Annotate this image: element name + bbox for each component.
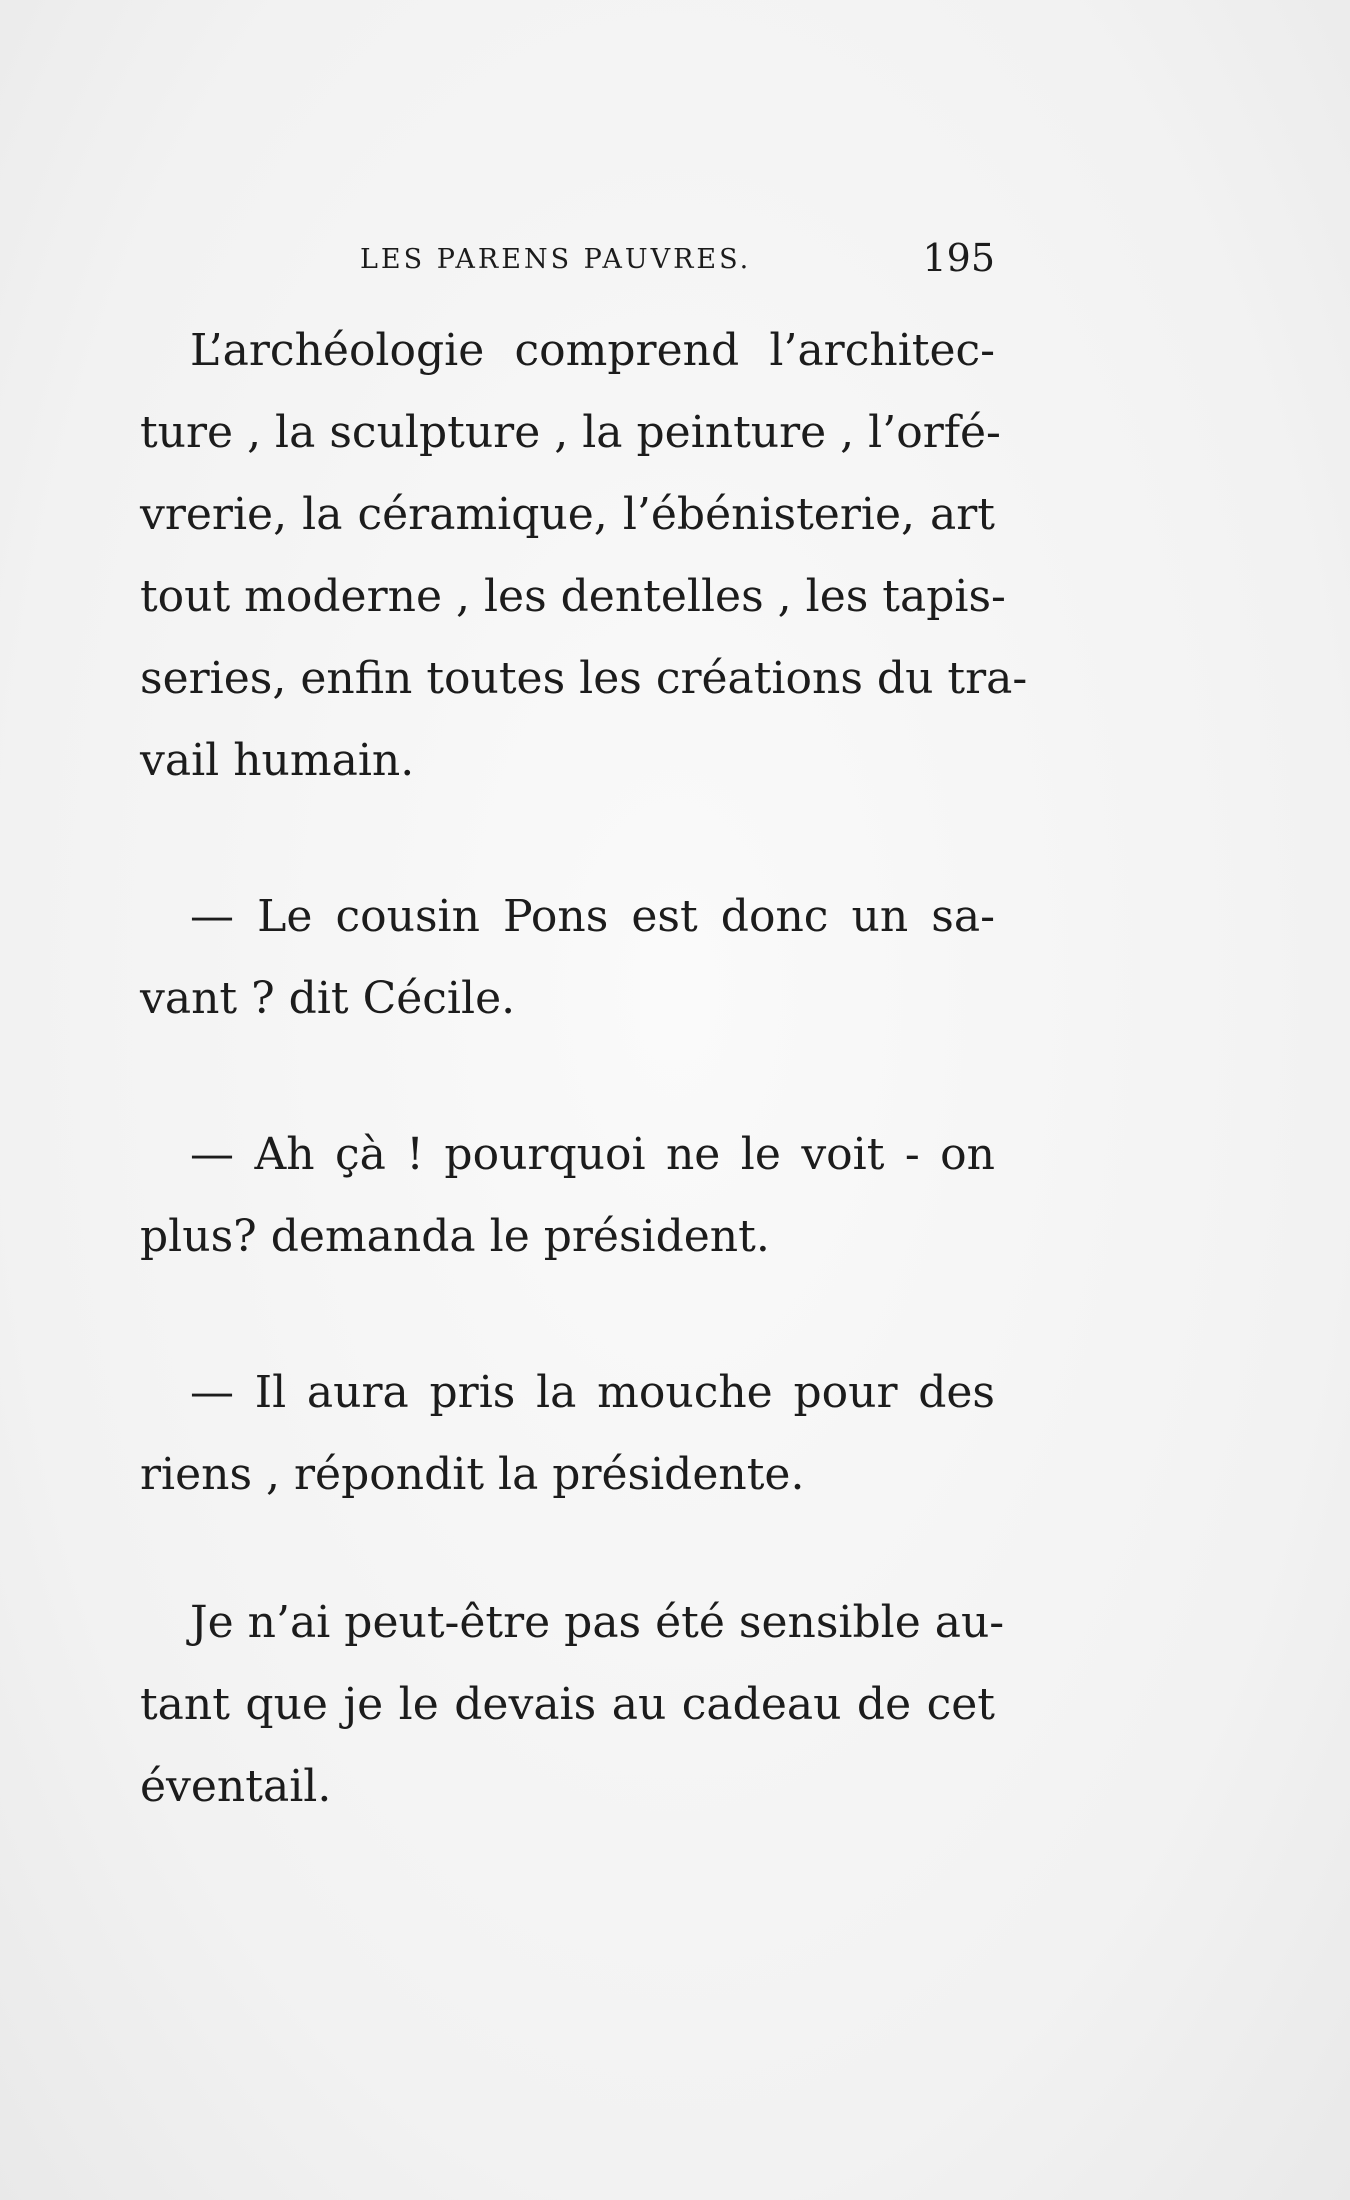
text-line: series, enfin toutes les créations du tra- [140,653,1028,704]
text-line: plus? demanda le président. [140,1211,770,1262]
text-line: éventail. [140,1761,332,1812]
paragraph-presidente [140,1352,995,1516]
paragraph-gap [140,1040,995,1114]
text-line: ture , la sculpture , la peinture , l’orfé- [140,407,1001,458]
paragraph-gap [140,1516,995,1582]
running-title: LES PARENS PAUVRES. [360,244,752,275]
text-line: — Ah çà ! pourquoi ne le voit - on [190,1129,995,1180]
text-line: vant ? dit Cécile. [140,973,516,1024]
text-line: tant que je le devais au cadeau de cet [140,1679,995,1730]
paragraph-eventail [140,1582,1005,1828]
paragraph-president [140,1114,995,1278]
text-line: L’archéologie comprend l’architec- [190,325,995,376]
text-line: riens , répondit la présidente. [140,1449,805,1500]
text-line: — Il aura pris la mouche pour des [190,1367,995,1418]
text-line: Je n’ai peut-être pas été sensible au- [190,1597,1005,1648]
page-header [140,236,995,290]
paragraph-gap [140,1278,995,1352]
text-line: — Le cousin Pons est donc un sa- [190,891,995,942]
text-line: vail humain. [140,735,415,786]
paragraph-archeologie [140,310,1028,802]
page-number: 195 [922,236,995,280]
text-line: vrerie, la céramique, l’ébénisterie, art [140,489,995,540]
text-line: tout moderne , les dentelles , les tapis- [140,571,1006,622]
paragraph-cecile [140,876,995,1040]
paragraph-gap [140,802,995,876]
body-text [140,310,1028,1828]
